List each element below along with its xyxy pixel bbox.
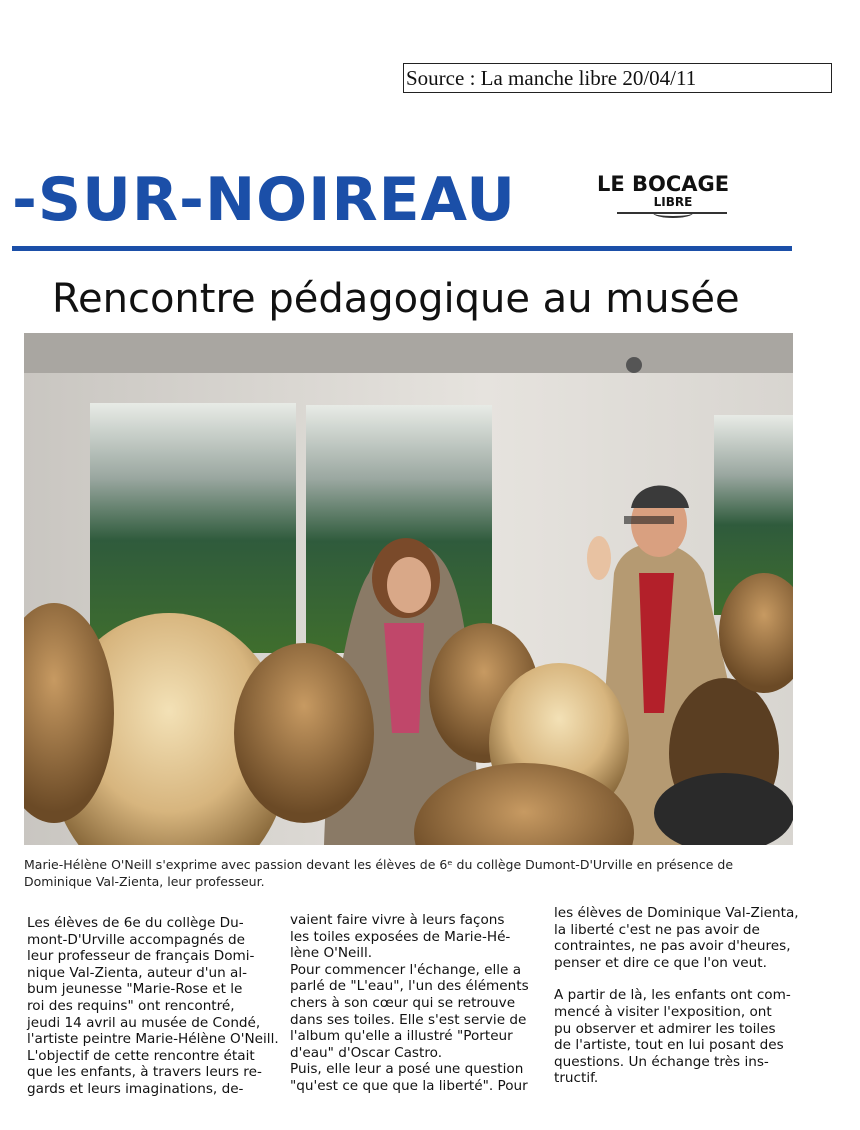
logo-rule: [617, 212, 727, 214]
text-line: pu observer et admirer les toiles: [554, 1020, 776, 1037]
text-line: bum jeunesse "Marie-Rose et le: [27, 981, 243, 998]
text-line: d'eau" d'Oscar Castro.: [290, 1044, 443, 1061]
text-line: vaient faire vivre à leurs façons: [290, 912, 505, 928]
text-line: L'objectif de cette rencontre était: [27, 1047, 255, 1064]
text-line: chers à son cœur qui se retrouve: [290, 994, 516, 1011]
text-line: les élèves de Dominique Val-Zienta,: [554, 905, 799, 921]
text-line: Pour commencer l'échange, elle a: [290, 961, 522, 978]
article-column-2: [290, 912, 535, 1095]
text-line: nique Val-Zienta, auteur d'un al-: [27, 964, 248, 981]
text-line: penser et dire ce que l'on veut.: [554, 954, 767, 971]
text-line: jeudi 14 avril au musée de Condé,: [27, 1014, 261, 1031]
article-column-3: [554, 905, 799, 1087]
text-line: leur professeur de français Domi-: [27, 948, 255, 965]
text-line: la liberté c'est ne pas avoir de: [554, 921, 760, 938]
logo-line1: LE BOCAGE: [597, 172, 730, 196]
text-line: tructif.: [554, 1070, 599, 1087]
caption-line-2: Dominique Val-Zienta, leur professeur.: [24, 874, 265, 889]
paragraph-gap: [554, 971, 799, 987]
text-line: les toiles exposées de Marie-Hé-: [290, 928, 511, 945]
text-line: de l'artiste, tout en lui posant des: [554, 1037, 784, 1054]
text-line: Les élèves de 6e du collège Du-: [27, 915, 244, 931]
article-photo: [24, 333, 793, 845]
text-line: parlé de "L'eau", l'un des éléments: [290, 978, 529, 995]
text-line: que les enfants, à travers leurs re-: [27, 1064, 262, 1081]
text-line: gards et leurs imaginations, de-: [27, 1080, 244, 1097]
text-line: Puis, elle leur a posé une question: [290, 1061, 524, 1078]
text-line: mencé à visiter l'exposition, ont: [554, 1003, 772, 1020]
text-line: l'album qu'elle a illustré "Porteur: [290, 1028, 513, 1045]
text-line: contraintes, ne pas avoir d'heures,: [554, 938, 791, 955]
text-line: "qu'est ce que que la liberté". Pour: [290, 1077, 528, 1094]
section-title: -SUR-NOIREAU: [12, 165, 516, 235]
text-line: lène O'Neill.: [290, 945, 373, 962]
text-line: A partir de là, les enfants ont com-: [554, 987, 791, 1004]
text-line: questions. Un échange très ins-: [554, 1053, 769, 1070]
text-line: l'artiste peintre Marie-Hélène O'Neill.: [27, 1031, 279, 1048]
headline: Rencontre pédagogique au musée: [52, 276, 740, 322]
logo-line2: LIBRE: [653, 195, 693, 209]
article-column-1: [27, 915, 279, 1098]
section-rule: [12, 246, 792, 251]
caption-line-1: Marie-Hélène O'Neill s'exprime avec passion devant les élèves de 6ᵉ du collège Dumont-D'Urville en présence de: [24, 857, 734, 872]
text-line: roi des requins" ont rencontré,: [27, 997, 235, 1014]
newspaper-logo: [597, 172, 743, 224]
photo-caption: [24, 856, 794, 890]
text-line: dans ses toiles. Elle s'est servie de: [290, 1011, 527, 1028]
source-label: Source : La manche libre 20/04/11: [403, 63, 832, 93]
text-line: mont-D'Urville accompagnés de: [27, 931, 246, 948]
